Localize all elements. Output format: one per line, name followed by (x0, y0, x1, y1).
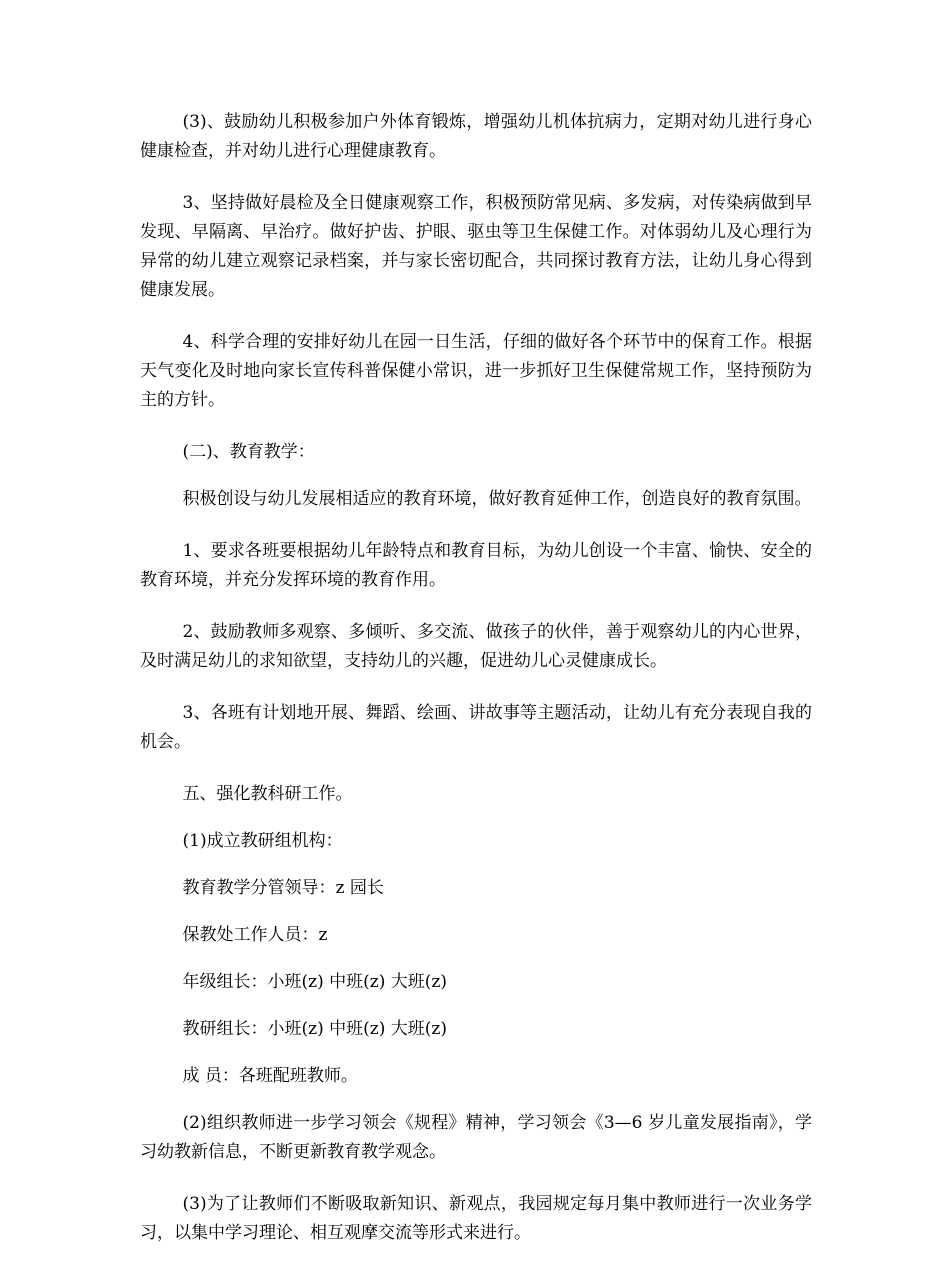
paragraph-leader: 教育教学分管领导：z 园长 (182, 878, 384, 898)
paragraph-monthly-study: (3)为了让教师们不断吸取新知识、新观点，我园规定每月集中教师进行一次业务学习，以集中学习理论、相互观摩交流等形式来进行。 (140, 1194, 812, 1243)
paragraph-daily-life: 4、科学合理的安排好幼儿在园一日生活，仔细的做好各个环节中的保育工作。根据天气变化及时地向家长宣传科普保健小常识，进一步抓好卫生保健常规工作，坚持预防为主的方针。 (140, 332, 812, 410)
paragraph-research-group: (1)成立教研组机构： (182, 831, 343, 851)
paragraph-members: 成 员：各班配班教师。 (182, 1066, 358, 1086)
paragraph-class-requirements: 1、要求各班要根据幼儿年龄特点和教育目标，为幼儿创设一个丰富、愉快、安全的教育环境，并充分发挥环境的教育作用。 (140, 541, 812, 590)
paragraph-themed-activities: 3、各班有计划地开展、舞蹈、绘画、讲故事等主题活动，让幼儿有充分表现自我的机会。 (140, 703, 812, 752)
paragraph-teacher-encouragement: 2、鼓励教师多观察、多倾听、多交流、做孩子的伙伴，善于观察幼儿的内心世界，及时满足幼儿的求知欲望，支持幼儿的兴趣，促进幼儿心灵健康成长。 (140, 622, 812, 671)
paragraph-study-guidelines: (2)组织教师进一步学习领会《规程》精神，学习领会《3—6 岁儿童发展指南》，学习幼教新信息，不断更新教育教学观念。 (140, 1113, 812, 1162)
section-heading-education: (二)、教育教学： (182, 442, 315, 462)
paragraph-research-leaders: 教研组长：小班(z) 中班(z) 大班(z) (182, 1019, 447, 1039)
paragraph-staff: 保教处工作人员：z (182, 925, 328, 945)
paragraph-grade-leaders: 年级组长：小班(z) 中班(z) 大班(z) (182, 972, 447, 992)
section-heading-research: 五、强化教科研工作。 (182, 784, 353, 804)
paragraph-health-exercise: (3)、鼓励幼儿积极参加户外体育锻炼，增强幼儿机体抗病力，定期对幼儿进行身心健康检查，并对幼儿进行心理健康教育。 (140, 112, 812, 161)
paragraph-morning-check: 3、坚持做好晨检及全日健康观察工作，积极预防常见病、多发病，对传染病做到早发现、早隔离、早治疗。做好护齿、护眼、驱虫等卫生保健工作。对体弱幼儿及心理行为异常的幼儿建立观察记录档案，并与家长密切配合，共同探讨教育方法，让幼儿身心得到健康发展。 (140, 193, 812, 300)
document-page (140, 108, 812, 1271)
paragraph-education-environment: 积极创设与幼儿发展相适应的教育环境，做好教育延伸工作，创造良好的教育氛围。 (182, 489, 812, 509)
